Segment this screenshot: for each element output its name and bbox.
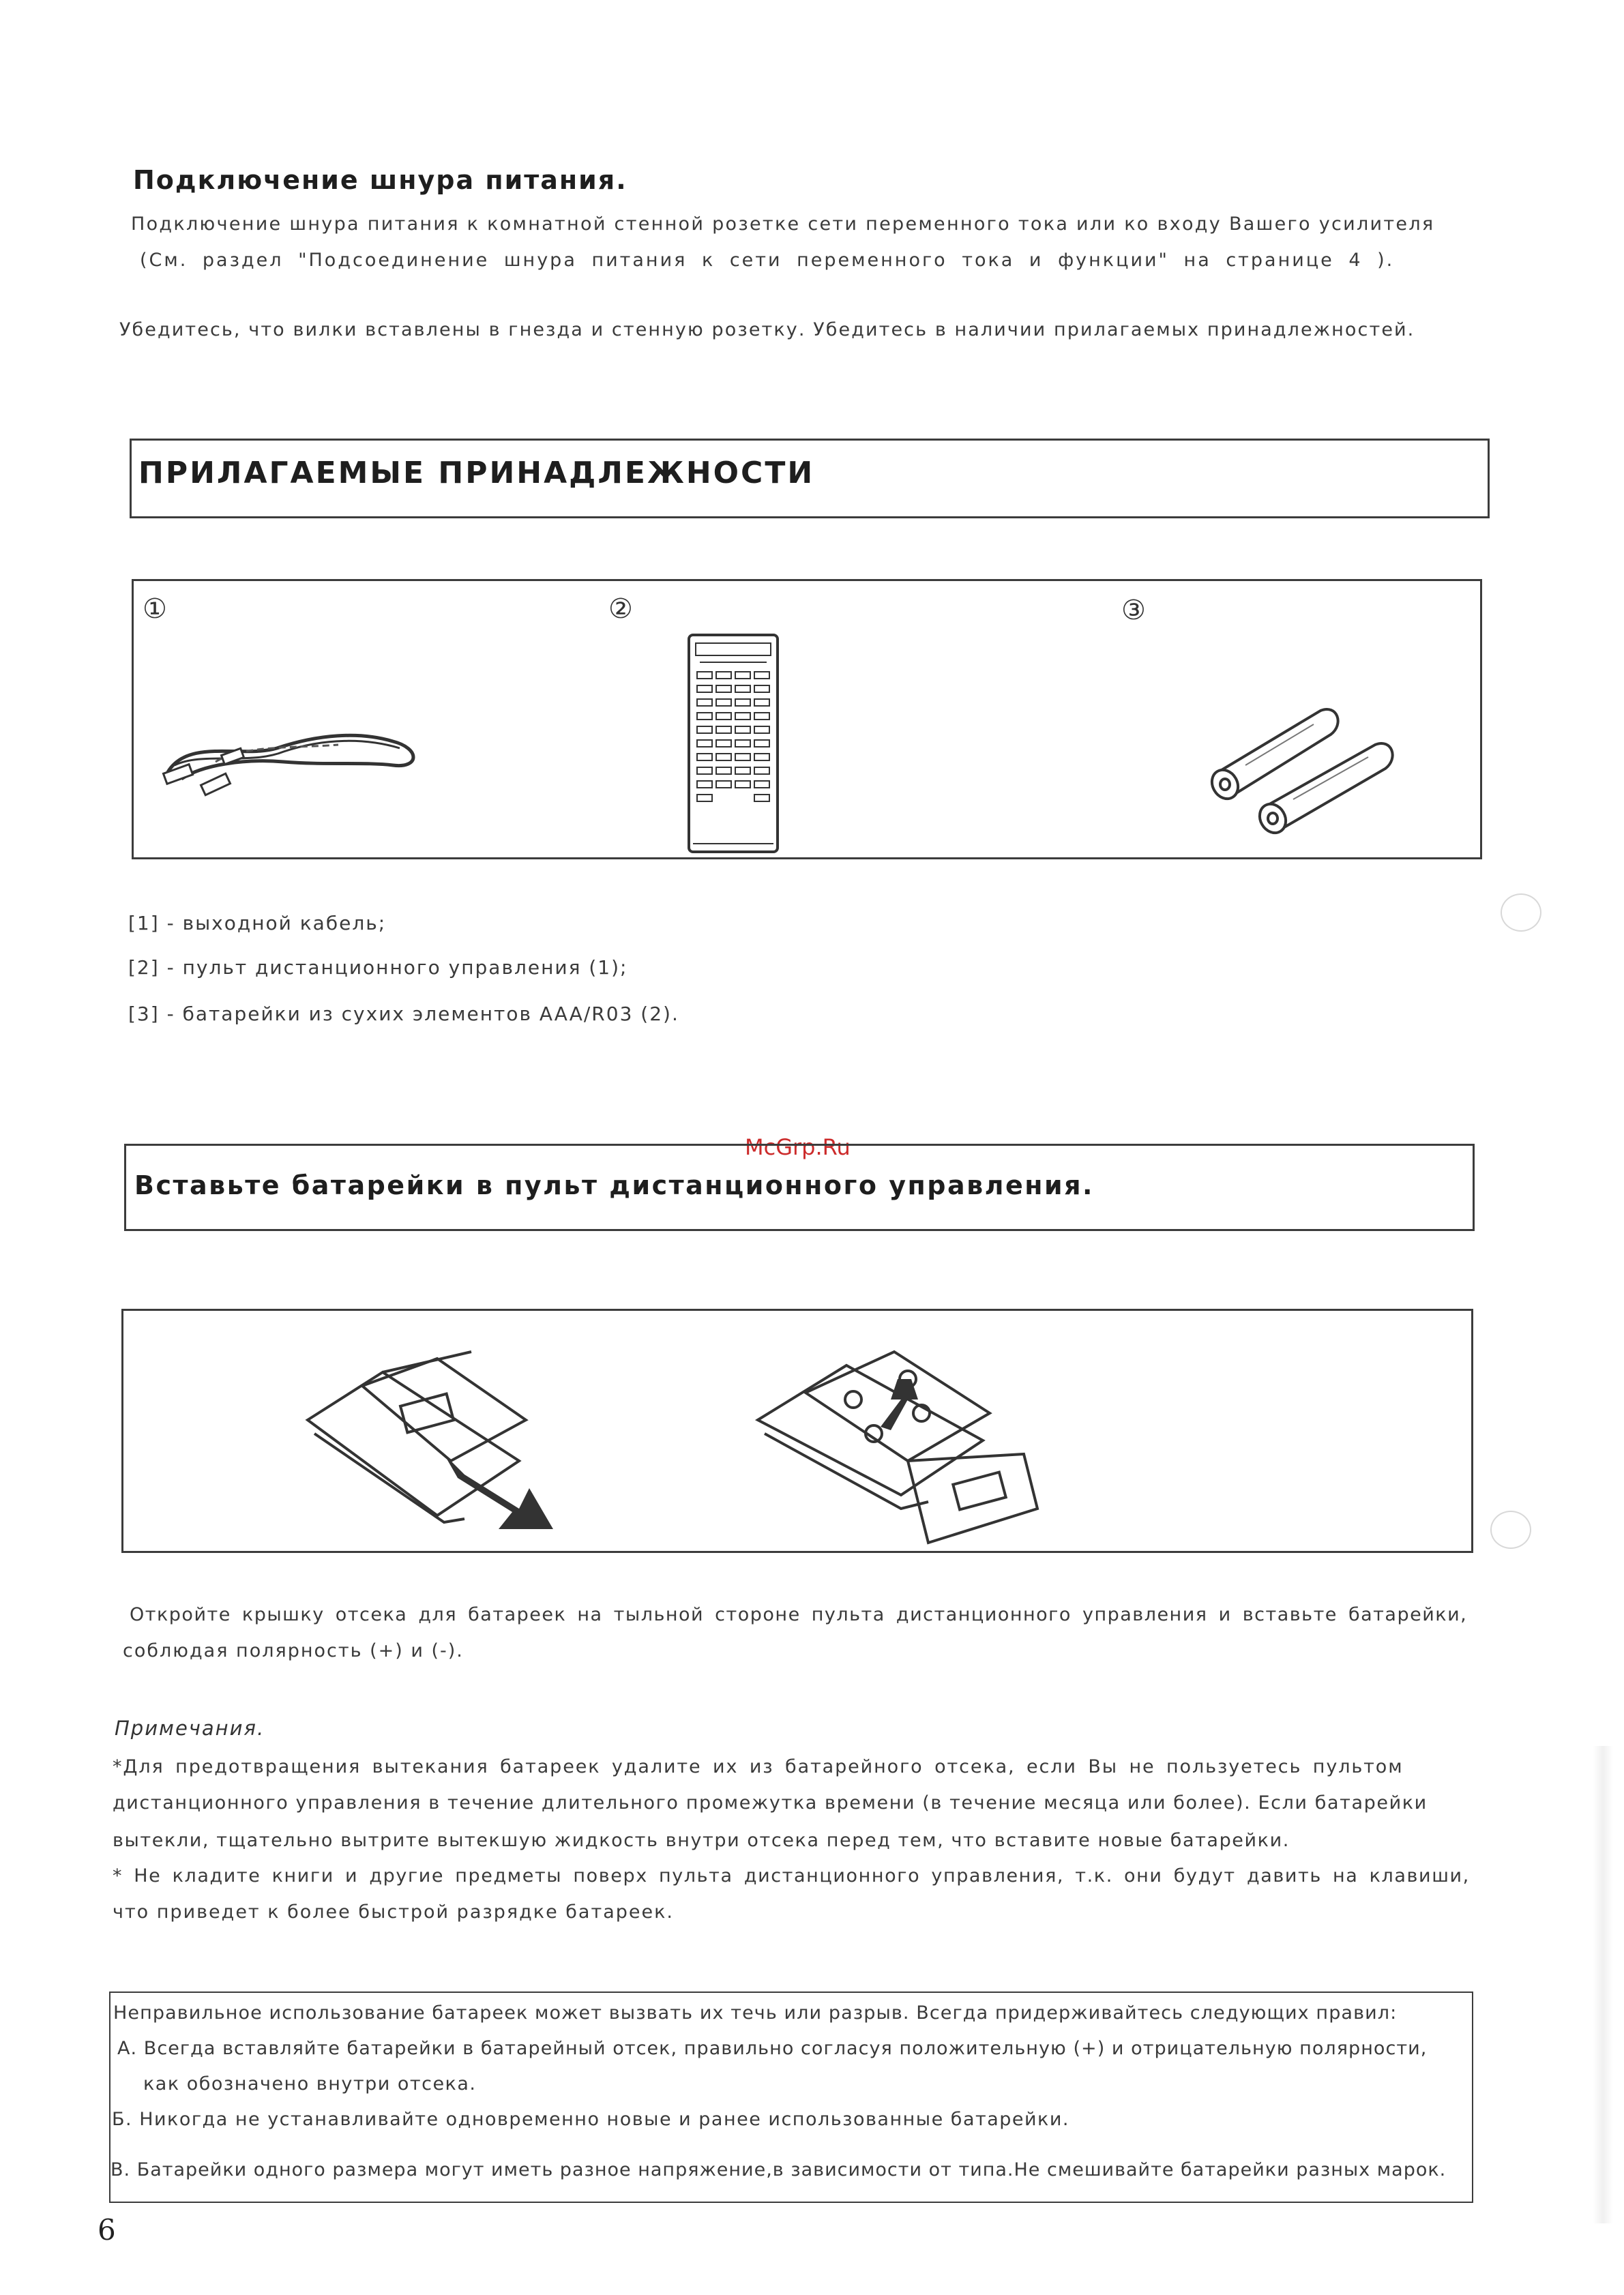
- warning-box: [109, 1992, 1473, 2203]
- note-line-2: дистанционного управления в течение длительного промежутка времени (в течение месяца или более). Если батарейки: [113, 1792, 1428, 1813]
- notes-heading: Примечания.: [115, 1717, 265, 1740]
- power-line-1: Подключение шнура питания к комнатной стенной розетке сети переменного тока или ко входу Вашего усилителя: [131, 213, 1435, 235]
- note-line-3: вытекли, тщательно вытрите вытекшую жидкость внутри отсека перед тем, что вставите новые батарейки.: [113, 1830, 1290, 1851]
- warning-line-4: Б. Никогда не устанавливайте одновременно новые и ранее использованные батарейки.: [112, 2109, 1069, 2130]
- accessory-item-1: [1] - выходной кабель;: [128, 912, 387, 934]
- watermark: McGrp.Ru: [745, 1134, 851, 1160]
- insert-title: Вставьте батарейки в пульт дистанционного управления.: [134, 1170, 1094, 1200]
- punch-hole-bottom: [1490, 1511, 1531, 1549]
- accessory-item-2: [2] - пульт дистанционного управления (1);: [128, 956, 628, 979]
- remote-control-illustration: [686, 632, 782, 857]
- note-line-5: что приведет к более быстрой разрядке батареек.: [113, 1901, 674, 1923]
- marker-3: ③: [1121, 595, 1146, 626]
- output-cable-illustration: [161, 683, 447, 799]
- punch-hole-top: [1501, 893, 1541, 932]
- note-line-4: * Не кладите книги и другие предметы поверх пульта дистанционного управления, т.к. они будут давить на клавиши,: [113, 1865, 1470, 1886]
- warning-line-3: как обозначено внутри отсека.: [143, 2073, 477, 2094]
- note-line-1: *Для предотвращения вытекания батареек удалите их из батарейного отсека, если Вы не пользуетесь пультом: [113, 1756, 1404, 1777]
- marker-1: ①: [143, 593, 167, 625]
- insert-desc-2: соблюдая полярность (+) и (-).: [123, 1640, 464, 1661]
- page-edge-shadow: [1593, 1746, 1613, 2223]
- insert-batteries-illustration: [751, 1338, 1078, 1550]
- power-line-2: (См. раздел "Подсоединение шнура питания к сети переменного тока и функции" на странице 4 ).: [140, 250, 1395, 271]
- insert-desc-1: Откройте крышку отсека для батареек на тыльной стороне пульта дистанционного управления и вставьте батарейки,: [130, 1604, 1468, 1625]
- warning-line-2: А. Всегда вставляйте батарейки в батарейный отсек, правильно согласуя положительную (+) и отрицательную полярности,: [117, 2038, 1428, 2059]
- accessories-title-box: [130, 439, 1490, 518]
- page-number: 6: [98, 2213, 116, 2247]
- accessories-title: ПРИЛАГАЕМЫЕ ПРИНАДЛЕЖНОСТИ: [138, 456, 815, 490]
- warning-line-5: В. Батарейки одного размера могут иметь разное напряжение,в зависимости от типа.Не смешивайте батарейки разных марок.: [110, 2159, 1447, 2180]
- accessories-figure: [132, 579, 1482, 859]
- marker-2: ②: [608, 593, 633, 625]
- open-cover-illustration: [301, 1345, 587, 1543]
- power-heading: Подключение шнура питания.: [133, 165, 628, 195]
- warning-line-1: Неправильное использование батареек может вызвать их течь или разрыв. Всегда придерживайтесь следующих правил:: [113, 2002, 1398, 2024]
- accessory-item-3: [3] - батарейки из сухих элементов AAA/R03 (2).: [128, 1003, 679, 1025]
- batteries-illustration: [1205, 690, 1409, 847]
- insert-figure: [121, 1309, 1473, 1553]
- power-line-3: Убедитесь, что вилки вставлены в гнезда и стенную розетку. Убедитесь в наличии прилагаемых принадлежностей.: [119, 319, 1415, 340]
- insert-title-box: [124, 1144, 1475, 1231]
